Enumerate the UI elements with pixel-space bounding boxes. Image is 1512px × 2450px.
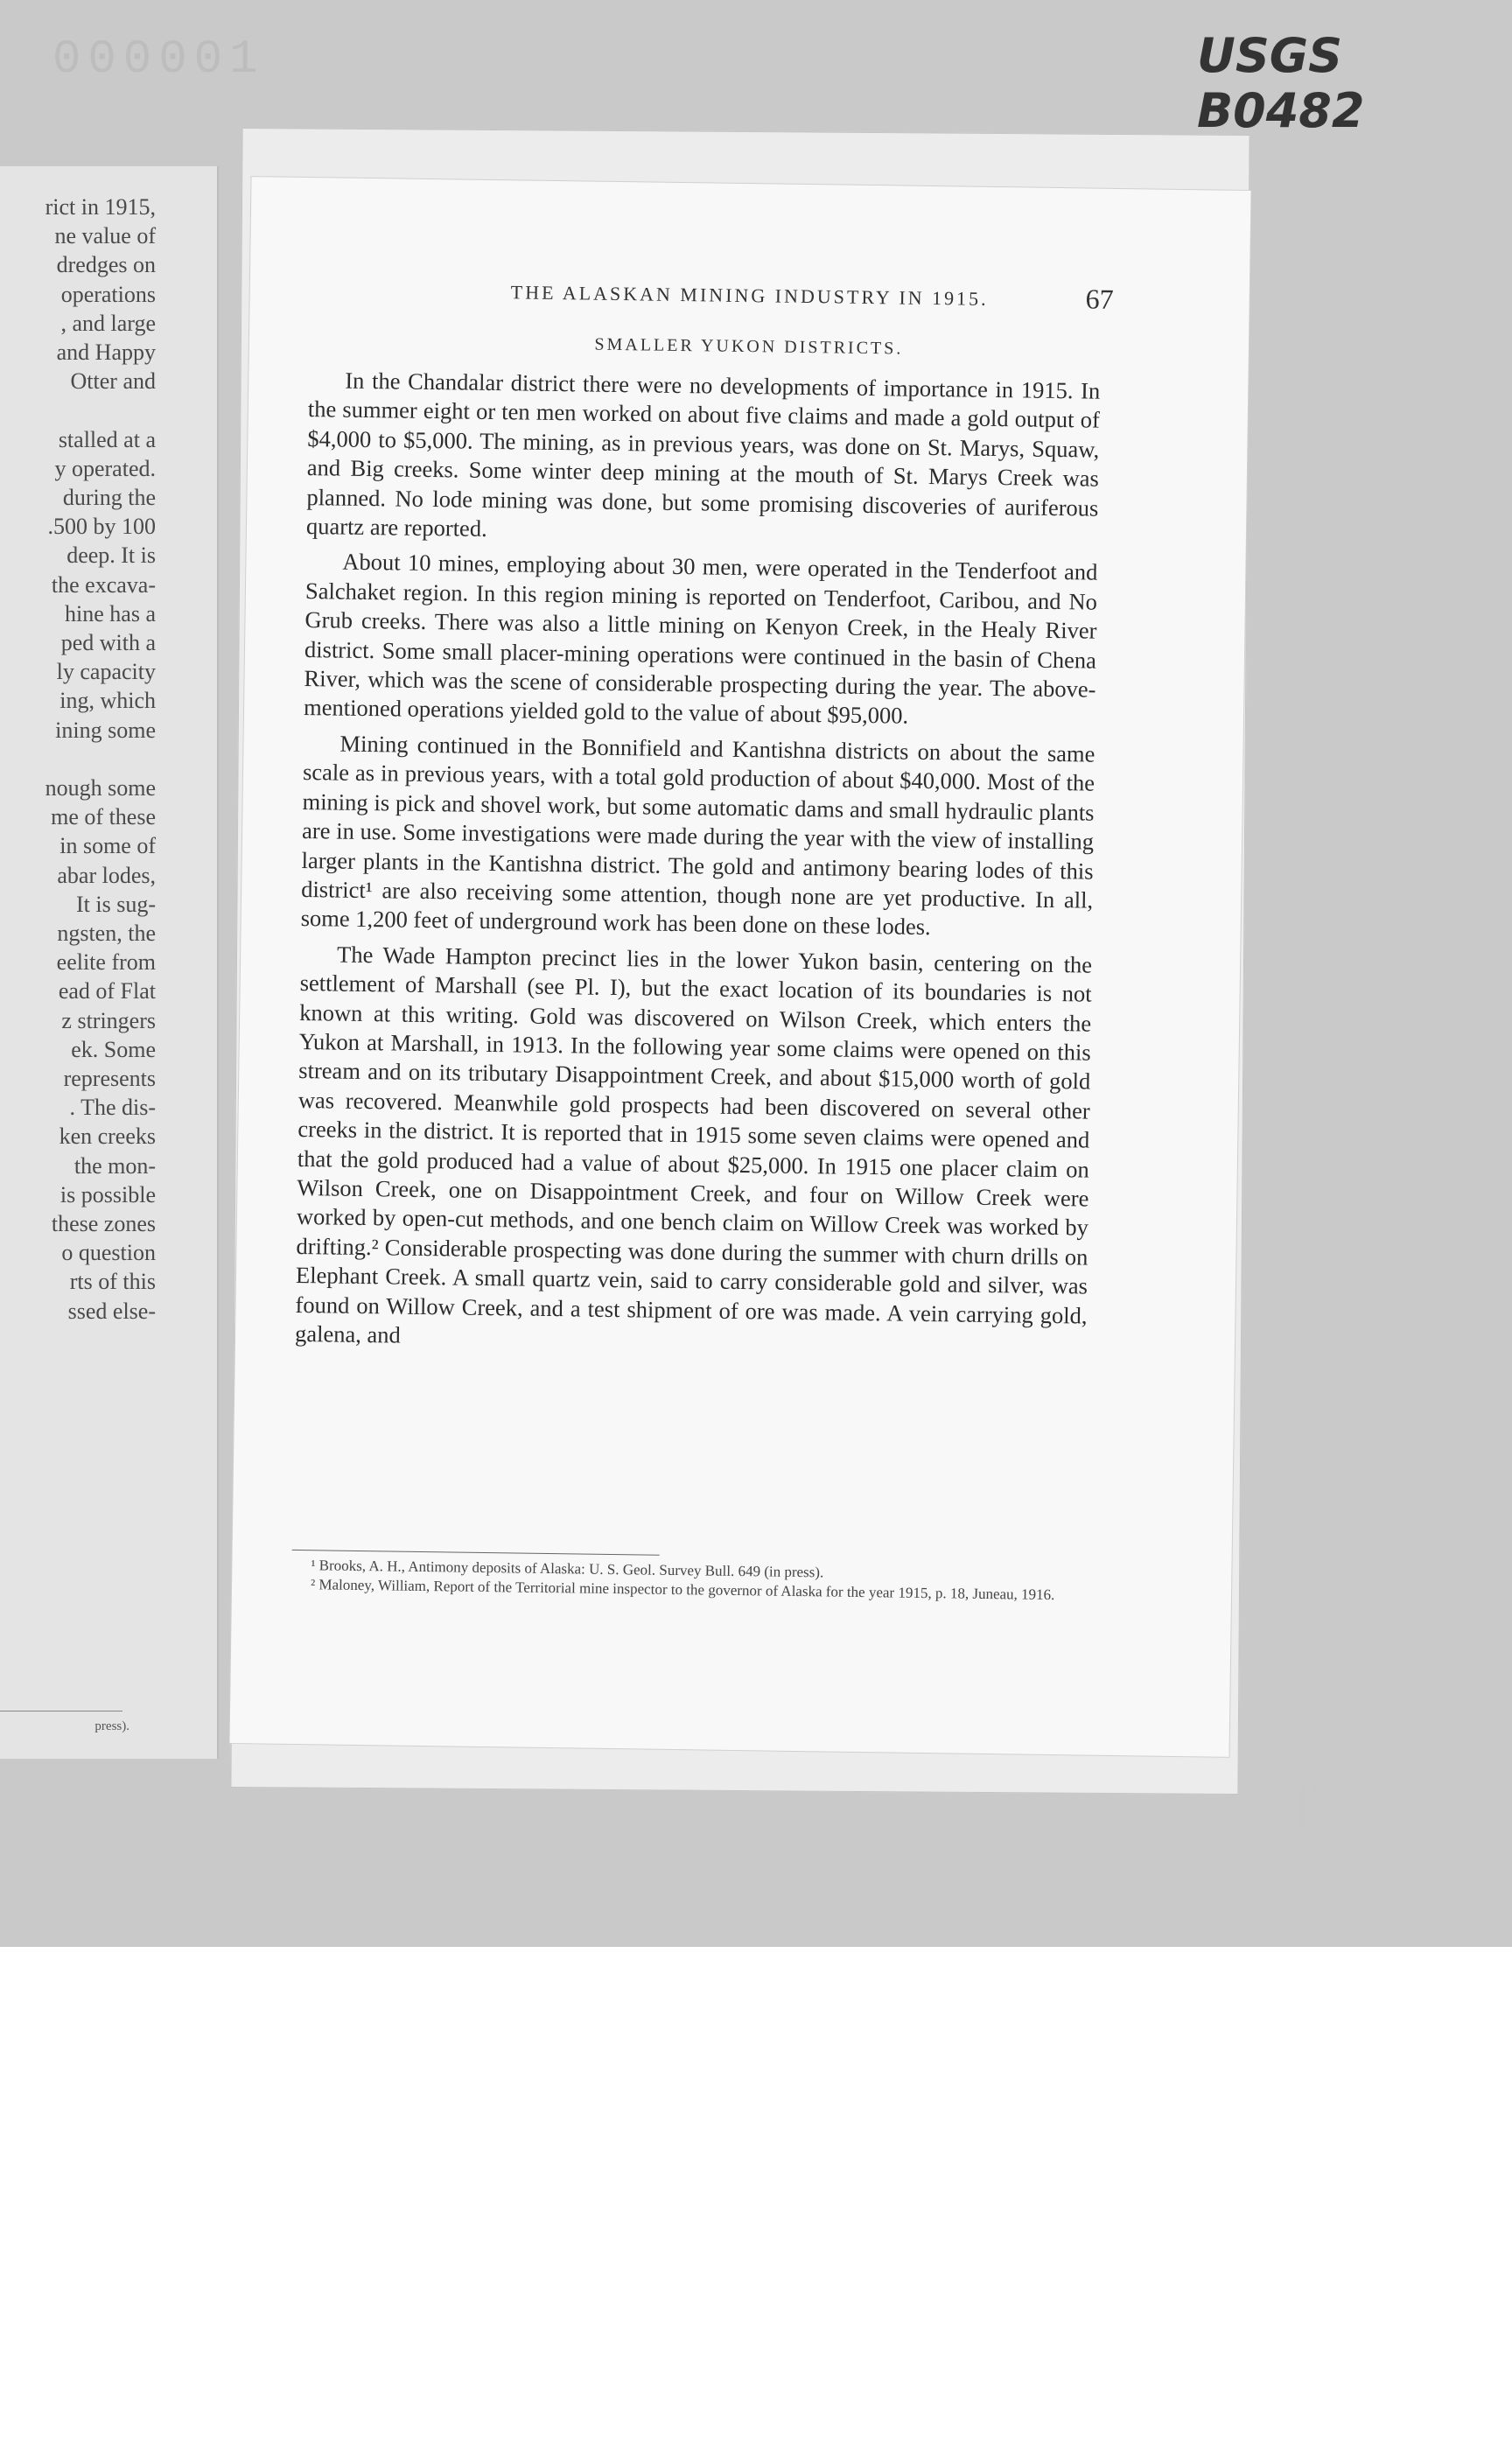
left-page-line: , and large xyxy=(60,310,156,336)
left-page-line: y operated. xyxy=(54,455,156,481)
left-page-line: hine has a xyxy=(65,600,156,626)
document-page xyxy=(230,177,1251,1757)
scan-smudge: ƒ xyxy=(1293,1776,1313,1838)
page-number: 67 xyxy=(1085,283,1114,315)
footnote: ² Maloney, William, Report of the Territorial mine inspector to the governor of Alaska for the year 1915, p. 18, Juneau, 1916. xyxy=(310,1576,1055,1604)
body-text xyxy=(295,366,1101,1366)
left-page-line: z stringers xyxy=(61,1007,156,1033)
footnote: ¹ Brooks, A. H., Antimony deposits of Alaska: U. S. Geol. Survey Bull. 649 (in press). xyxy=(311,1557,824,1581)
left-page-line: rict in 1915, xyxy=(45,194,156,220)
footnote-rule xyxy=(292,1550,660,1556)
left-page-line: and Happy xyxy=(56,340,156,365)
left-page-line: represents xyxy=(63,1066,156,1091)
section-title: SMALLER YUKON DISTRICTS. xyxy=(594,334,904,359)
left-page-line: ing, which xyxy=(60,688,156,714)
paragraph: About 10 mines, employing about 30 men, were operated in the Tenderfoot and Salchaket region. In this region mining is reported on Tenderfoot, Caribou, and No Grub creeks. There was also a little mining on Kenyon Creek, in the Healy River district. Some small placer-mining operations were continued in the basin of Chena River, which was the scene of considerable prospecting during the year. The above-mentioned operations yielded gold to the value of about $95,000. xyxy=(303,549,1098,730)
left-footnote: press). xyxy=(94,1719,130,1733)
running-head: THE ALASKAN MINING INDUSTRY IN 1915. xyxy=(510,281,989,310)
left-page-line: the excava- xyxy=(51,571,156,598)
left-page-fragment xyxy=(0,166,219,1759)
left-page-line: ngsten, the xyxy=(57,920,156,946)
left-page-line: deep. It is xyxy=(66,542,156,569)
left-page-line: operations xyxy=(60,281,156,307)
left-page-line: ne value of xyxy=(54,223,156,249)
left-page-line: eelite from xyxy=(56,949,156,976)
left-page-line: the mon- xyxy=(74,1152,156,1179)
left-page-line: o question xyxy=(61,1240,156,1266)
left-page-line: ssed else- xyxy=(67,1298,156,1324)
left-page-line: in some of xyxy=(60,833,156,859)
left-page-line: Otter and xyxy=(70,368,156,395)
left-page-line: ining some xyxy=(55,717,156,743)
left-footnote-rule xyxy=(0,1711,122,1712)
left-page-line: abar lodes, xyxy=(57,862,156,888)
left-page-line: ead of Flat xyxy=(58,978,156,1004)
ghost-stamp-code: 000001 xyxy=(52,33,265,87)
left-page-line: rts of this xyxy=(69,1269,156,1295)
left-page-line: during the xyxy=(62,485,156,510)
paragraph: Mining continued in the Bonnifield and Kantishna districts on about the same scale as in previous years, with a total gold production of about $40,000. Most of the mining is pick and shovel work, but some automatic dams and small hydraulic plants are in use. Some investigations were made during the year with the view of installing larger plants in the Kantishna district. The gold and antimony bearing lodes of this district¹ are also receiving some attention, though none are yet productive. In all, some 1,200 feet of underground work has been done on these lodes. xyxy=(300,730,1096,941)
left-page-line: ly capacity xyxy=(56,659,156,685)
paragraph: In the Chandalar district there were no developments of importance in 1915. In the summer eight or ten men worked on about five claims and made a gold output of $4,000 to $5,000. The mining, as in previous years, was done on St. Marys, Squaw, and Big creeks. Some winter deep mining at the mouth of St. Marys Creek was planned. No lode mining was done, but some promising discoveries of auriferous quartz are reported. xyxy=(305,367,1101,542)
left-page-line: stalled at a xyxy=(58,426,156,452)
footnotes xyxy=(291,1556,1084,1606)
left-page-line: . The dis- xyxy=(69,1095,156,1121)
handwritten-id: USGS B0482 xyxy=(1197,28,1365,138)
left-page-line: nough some xyxy=(45,775,156,801)
left-page-line: these zones xyxy=(51,1211,156,1236)
left-page-line: .500 by 100 xyxy=(47,514,156,540)
left-page-line: ped with a xyxy=(60,630,156,655)
left-page-line: is possible xyxy=(60,1181,156,1208)
left-page-line: me of these xyxy=(51,804,156,830)
left-page-line: It is sug- xyxy=(76,891,156,917)
left-page-line: dredges on xyxy=(56,252,156,278)
left-page-line: ek. Some xyxy=(71,1036,156,1062)
paragraph: The Wade Hampton precinct lies in the lower Yukon basin, centering on the settlement of Marshall (see Pl. I), but the exact location of its boundaries is not known at this writing. Gold was discovered on Wilson Creek, which enters the Yukon at Marshall, in 1913. In the following year some claims were opened on this stream and on its tributary Disappointment Creek, and about $15,000 worth of gold was recovered. Meanwhile gold prospects had been discovered on several other creeks in the district. It is reported that in 1915 some seven claims were opened and that the gold produced had a value of about $25,000. In 1915 one placer claim on Wilson Creek, one on Disappointment Creek, and four on Willow Creek were worked by open-cut methods, and one bench claim on Willow Creek was worked by drifting.² Considerable prospecting was done during the summer with churn drills on Elephant Creek. A small quartz vein, said to carry considerable gold and silver, was found on Willow Creek, and a test shipment of ore was made. A vein carrying gold, galena, and xyxy=(294,941,1093,1348)
left-page-line: ken creeks xyxy=(59,1124,156,1150)
